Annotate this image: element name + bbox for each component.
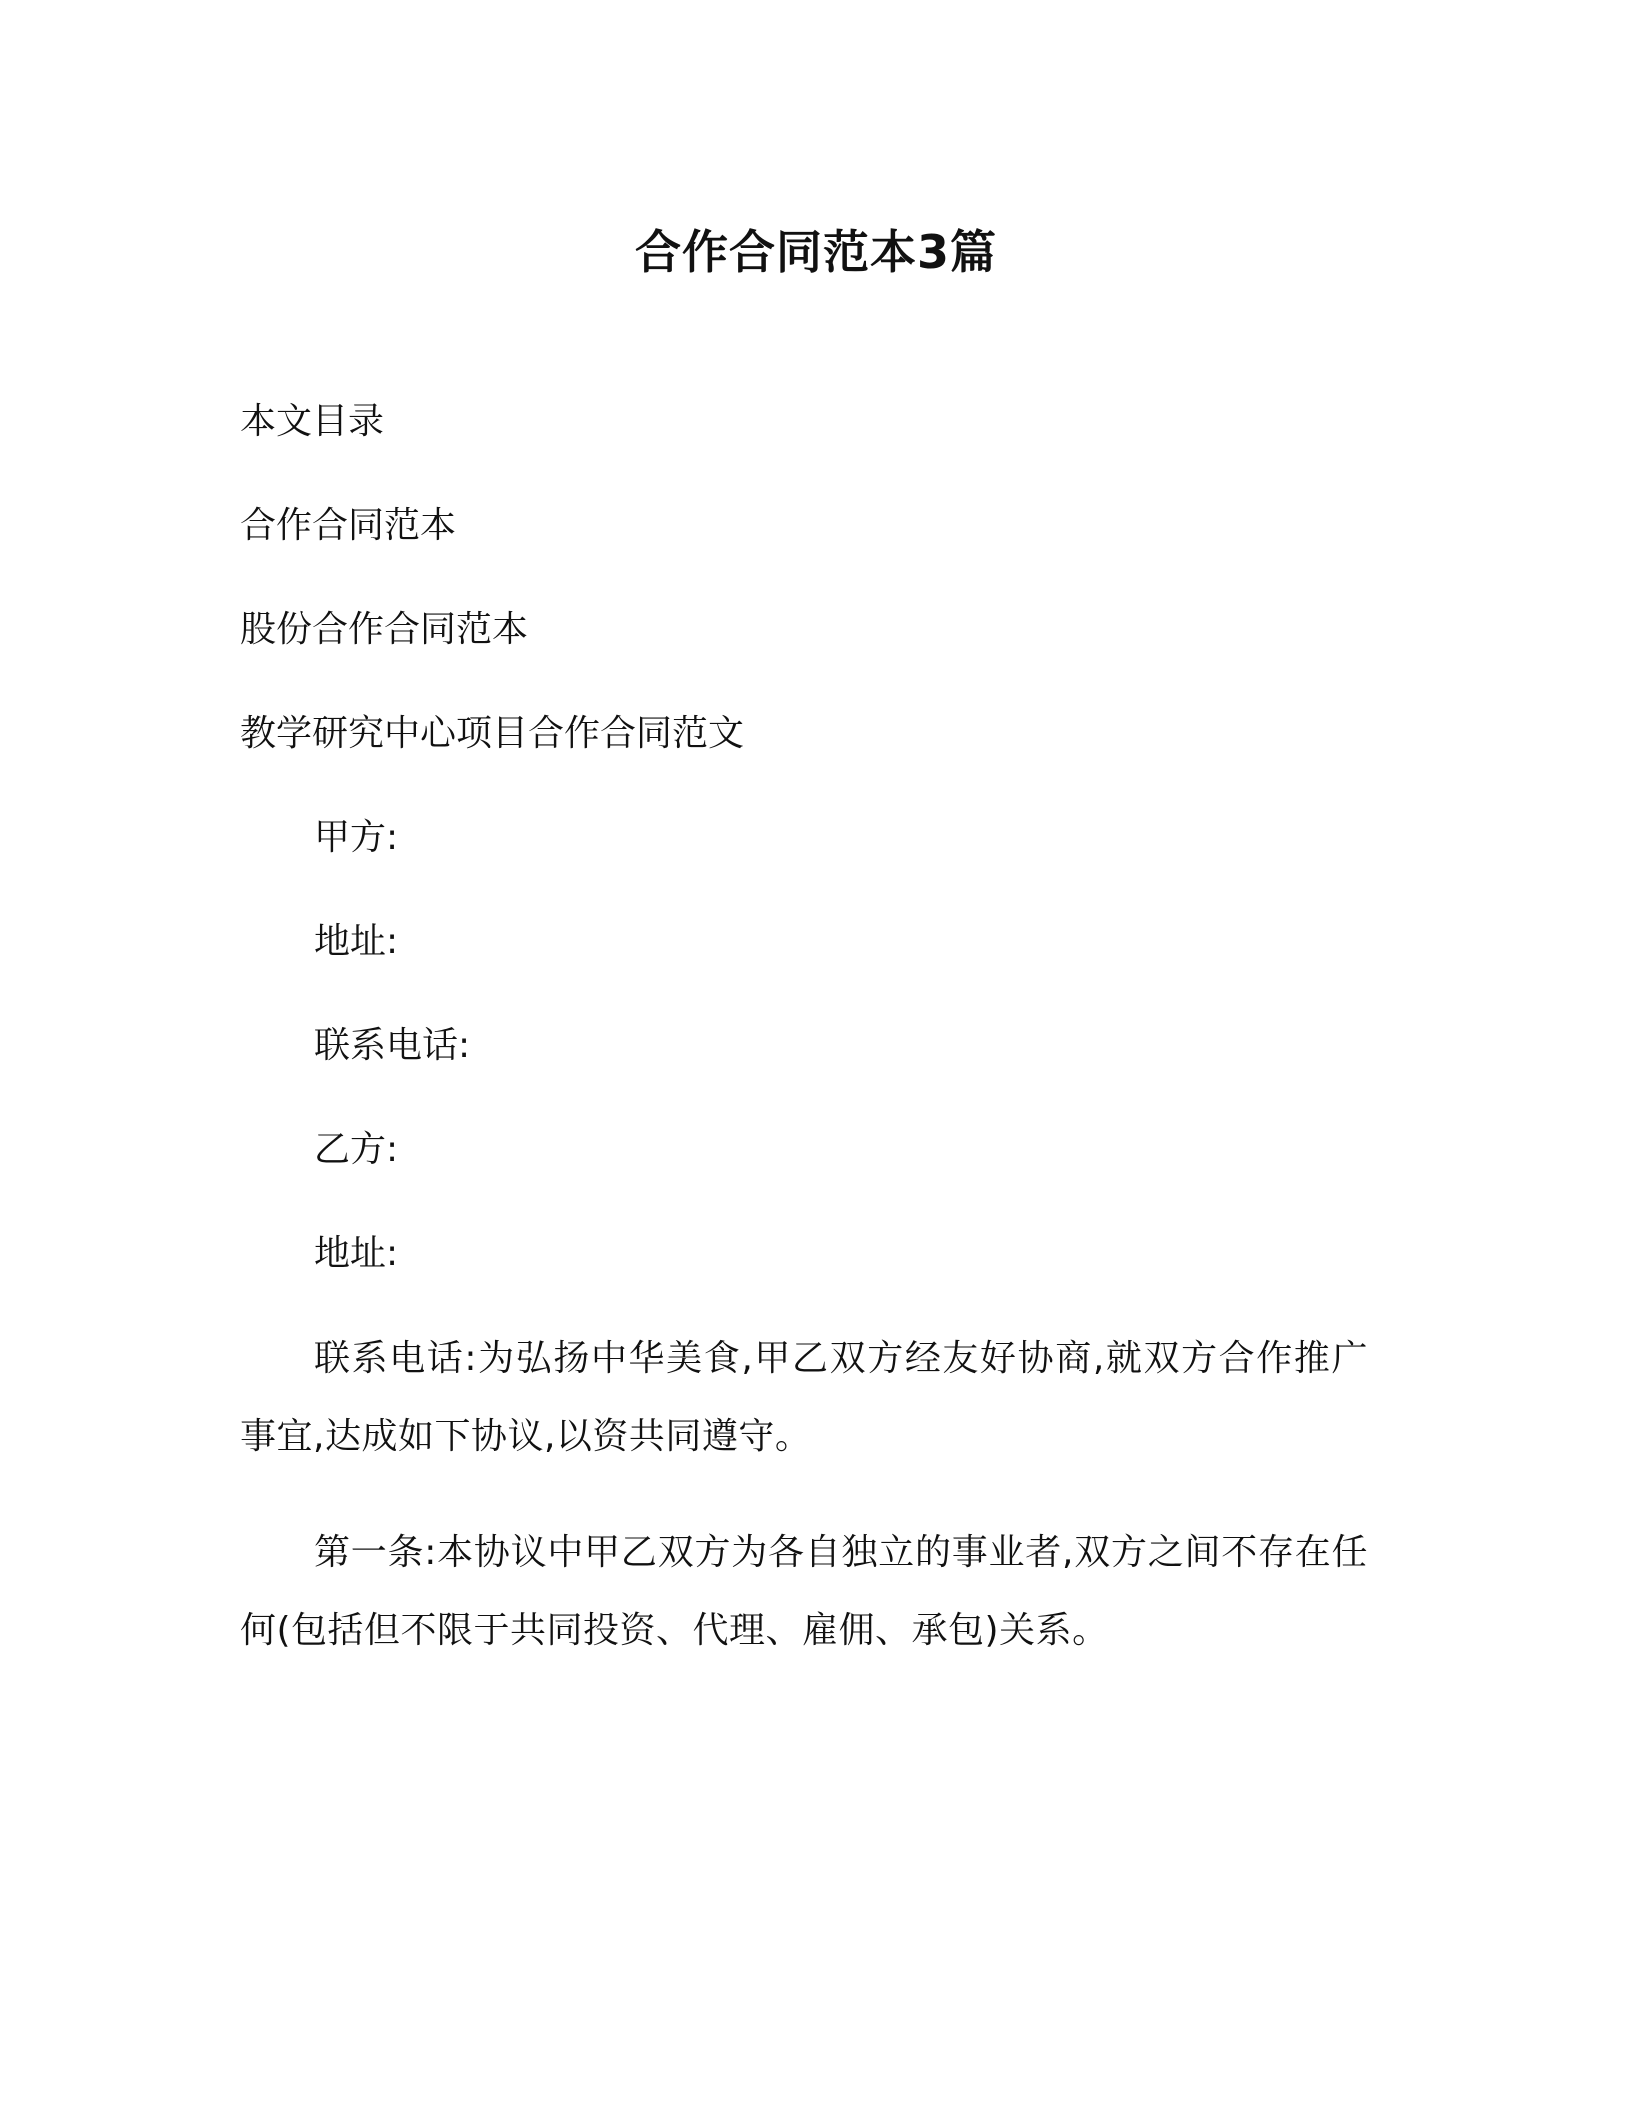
party-a-phone-label: 联系电话: [314, 1025, 471, 1066]
party-a-label: 甲方: [314, 817, 399, 858]
party-b-label: 乙方: [314, 1129, 399, 1170]
document-title: 合作合同范本3篇 [634, 225, 997, 279]
party-fields [240, 814, 1380, 1334]
body-paragraph: 第一条:本协议中甲乙双方为各自独立的事业者,双方之间不存在任何(包括但不限于共同投资、代理、雇佣、承包)关系。 [240, 1532, 1368, 1651]
body-paragraph: 联系电话:为弘扬中华美食,甲乙双方经友好协商,就双方合作推广事宜,达成如下协议,以资共同遵守。 [240, 1338, 1368, 1457]
toc-item: 教学研究中心项目合作合同范文 [240, 713, 745, 754]
toc-item: 合作合同范本 [240, 505, 457, 546]
party-b-address-label: 地址: [314, 1233, 399, 1274]
toc-item: 股份合作合同范本 [240, 609, 529, 650]
toc-heading: 本文目录 [240, 401, 385, 442]
table-of-contents [240, 398, 1380, 814]
party-a-address-label: 地址: [314, 921, 399, 962]
